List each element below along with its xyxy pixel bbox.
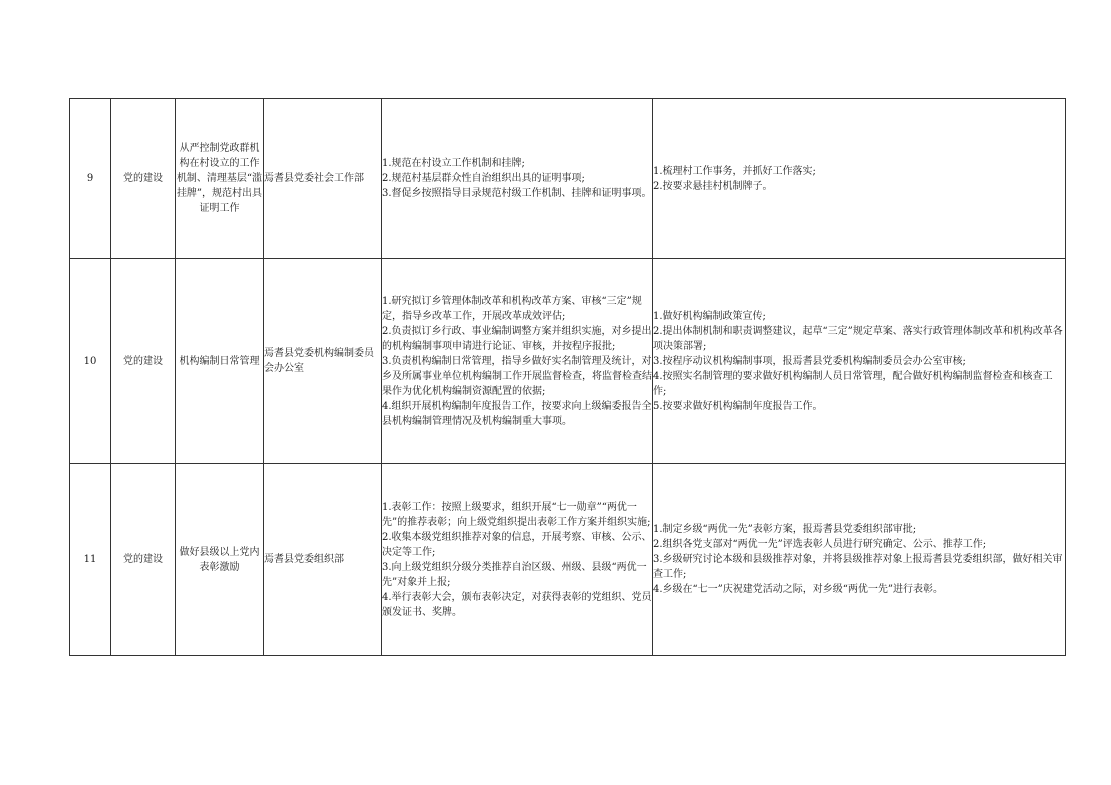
row-category: 党的建设 xyxy=(111,99,176,259)
duty-line: 4.组织开展机构编制年度报告工作，按要求向上级编委报告全县机构编制管理情况及机构编制重大事项。 xyxy=(382,400,652,427)
duty-line: 4.举行表彰大会，颁布表彰决定，对获得表彰的党组织、党员颁发证书、奖牌。 xyxy=(382,591,652,618)
duty-line: 2.规范村基层群众性自治组织出具的证明事项; xyxy=(382,173,585,184)
row-town-duties xyxy=(653,464,1066,656)
duty-line: 4.按照实名制管理的要求做好机构编制人员日常管理，配合做好机构编制监督检查和核查工作; xyxy=(653,370,1053,397)
table-row xyxy=(70,99,1066,259)
row-department: 焉耆县党委组织部 xyxy=(264,464,382,656)
duty-line: 1.研究拟订乡管理体制改革和机构改革方案、审核“三定”规定，指导乡改革工作，开展改革成效评估; xyxy=(382,295,642,322)
duty-line: 1.梳理村工作事务，并抓好工作落实; xyxy=(653,165,816,177)
table-row xyxy=(70,464,1066,656)
duty-line: 1.做好机构编制政策宣传; xyxy=(653,310,766,322)
duty-line: 1.表彰工作：按照上级要求，组织开展“七一勋章”“两优一先”的推荐表彰；向上级党组织提出表彰工作方案并组织实施; xyxy=(382,501,651,528)
duty-line: 3.负责机构编制日常管理，指导乡做好实名制管理及统计，对乡及所属事业单位机构编制工作开展监督检查，将监督检查结果作为优化机构编制资源配置的依据; xyxy=(382,355,652,397)
row-number: 10 xyxy=(70,259,111,464)
duty-line: 3.督促乡按照指导目录规范村级工作机制、挂牌和证明事项。 xyxy=(382,188,652,199)
table-row xyxy=(70,259,1066,464)
duty-line: 5.按要求做好机构编制年度报告工作。 xyxy=(653,400,823,412)
duty-line: 1.制定乡级“两优一先”表彰方案，报焉耆县党委组织部审批; xyxy=(653,524,917,535)
row-number: 9 xyxy=(70,99,111,259)
row-category: 党的建设 xyxy=(111,259,176,464)
duty-line: 2.收集本级党组织推荐对象的信息，开展考察、审核、公示、决定等工作; xyxy=(382,531,652,558)
row-county-duties xyxy=(382,99,653,259)
row-category: 党的建设 xyxy=(111,464,176,656)
duty-line: 3.向上级党组织分级分类推荐自治区级、州级、县级“两优一先”对象并上报; xyxy=(382,561,647,588)
row-county-duties xyxy=(382,464,653,656)
row-department: 焉耆县党委社会工作部 xyxy=(264,99,382,259)
duty-line: 4.乡级在“七一”庆祝建党活动之际，对乡级“两优一先”进行表彰。 xyxy=(653,584,943,595)
duty-line: 2.按要求悬挂村机制牌子。 xyxy=(653,180,773,192)
duty-table xyxy=(69,98,1066,656)
row-town-duties xyxy=(653,99,1066,259)
duty-line: 2.提出体制机制和职责调整建议，起草“三定”规定草案、落实行政管理体制改革和机构改革各项决策部署; xyxy=(653,325,1063,352)
row-item: 机构编制日常管理 xyxy=(176,259,264,464)
duty-line: 2.负责拟订乡行政、事业编制调整方案并组织实施，对乡提出的机构编制事项申请进行论证、审核，并按程序报批; xyxy=(382,325,652,352)
duty-line: 2.组织各党支部对“两优一先”评选表彰人员进行研究确定、公示、推荐工作; xyxy=(653,539,987,550)
row-number: 11 xyxy=(70,464,111,656)
row-town-duties xyxy=(653,259,1066,464)
duty-line: 3.乡级研究讨论本级和县级推荐对象，并将县级推荐对象上报焉耆县党委组织部，做好相关审查工作; xyxy=(653,554,1063,580)
duty-line: 3.按程序动议机构编制事项，报焉耆县党委机构编制委员会办公室审核; xyxy=(653,355,966,367)
duty-line: 1.规范在村设立工作机制和挂牌; xyxy=(382,158,525,169)
row-county-duties xyxy=(382,259,653,464)
row-department: 焉耆县党委机构编制委员会办公室 xyxy=(264,259,382,464)
row-item: 做好县级以上党内表彰激励 xyxy=(176,464,264,656)
row-item: 从严控制党政群机构在村设立的工作机制、清理基层“滥挂牌”，规范村出具证明工作 xyxy=(176,99,264,259)
